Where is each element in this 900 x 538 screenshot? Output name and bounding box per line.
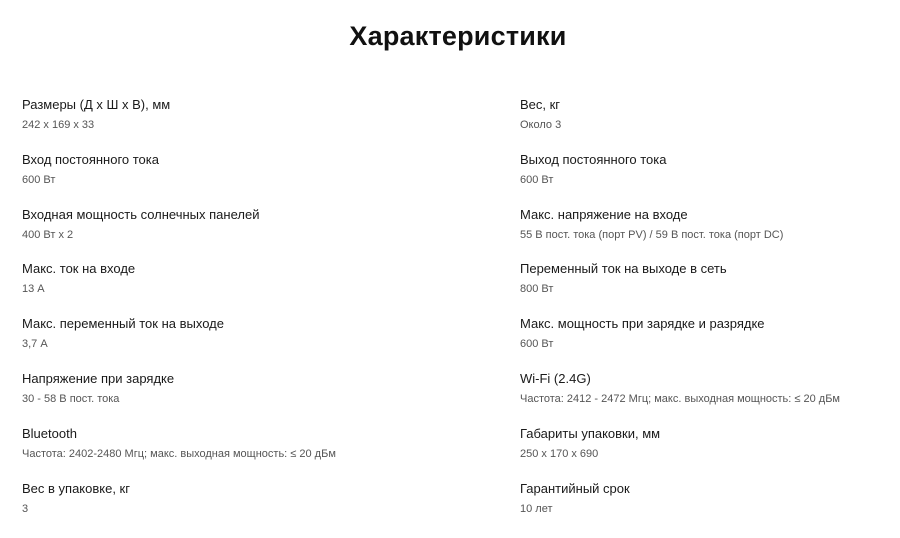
spec-label: Макс. напряжение на входе [520, 206, 688, 222]
spec-value: 13 А [22, 283, 45, 296]
spec-label: Размеры (Д x Ш x В), мм [22, 97, 171, 112]
spec-item-max-input-current [22, 259, 520, 314]
spec-value: Около 3 [520, 119, 562, 131]
spec-item-bluetooth [22, 424, 520, 479]
spec-item-max-input-voltage [520, 205, 882, 260]
spec-value: 30 - 58 В пост. тока [22, 392, 120, 405]
spec-value: 600 Вт [520, 338, 554, 351]
spec-item-package-dimensions [520, 424, 882, 479]
specs-grid [22, 95, 882, 533]
spec-value: 600 Вт [22, 173, 56, 186]
spec-label: Bluetooth [22, 425, 77, 441]
spec-item-charging-voltage [22, 369, 520, 424]
spec-item-package-weight [22, 479, 520, 534]
spec-label: Wi-Fi (2.4G) [520, 370, 591, 386]
spec-value: Частота: 2402-2480 Мгц; макс. выходная мощность: ≤ 20 дБм [22, 447, 336, 460]
spec-label: Переменный ток на выходе в сеть [520, 261, 727, 277]
spec-item-grid-ac-output [520, 259, 882, 314]
spec-item-max-charge-discharge-power [520, 314, 882, 369]
spec-label: Вход постоянного тока [22, 151, 159, 167]
spec-value: 3,7 А [22, 338, 48, 351]
spec-value: 242 x 169 x 33 [22, 119, 95, 131]
spec-value: 10 лет [520, 502, 553, 515]
spec-item-wifi [520, 369, 882, 424]
spec-label: Выход постоянного тока [520, 151, 667, 167]
spec-item-dimensions [22, 95, 520, 150]
spec-value: 600 Вт [520, 173, 554, 186]
spec-value: 400 Вт x 2 [22, 228, 74, 241]
page-title: Характеристики [349, 21, 567, 51]
spec-item-warranty [520, 479, 882, 534]
spec-value: 3 [22, 502, 29, 515]
spec-value: 55 В пост. тока (порт PV) / 59 В пост. тока (порт DC) [520, 228, 784, 241]
spec-label: Вес в упаковке, кг [22, 480, 130, 496]
spec-label: Макс. мощность при зарядке и разрядке [520, 316, 765, 332]
spec-item-dc-input [22, 150, 520, 205]
spec-label: Входная мощность солнечных панелей [22, 206, 260, 222]
spec-label: Вес, кг [520, 97, 561, 112]
spec-label: Гарантийный срок [520, 480, 630, 496]
spec-value: 250 x 170 x 690 [520, 447, 599, 460]
spec-item-weight [520, 95, 882, 150]
spec-label: Напряжение при зарядке [22, 370, 175, 386]
spec-item-max-ac-output-current [22, 314, 520, 369]
spec-label: Макс. ток на входе [22, 261, 136, 277]
spec-value: Частота: 2412 - 2472 Мгц; макс. выходная мощность: ≤ 20 дБм [520, 392, 840, 405]
spec-label: Габариты упаковки, мм [520, 425, 661, 441]
spec-item-solar-input-power [22, 205, 520, 260]
spec-value: 800 Вт [520, 283, 554, 296]
spec-item-dc-output [520, 150, 882, 205]
spec-label: Макс. переменный ток на выходе [22, 316, 224, 332]
